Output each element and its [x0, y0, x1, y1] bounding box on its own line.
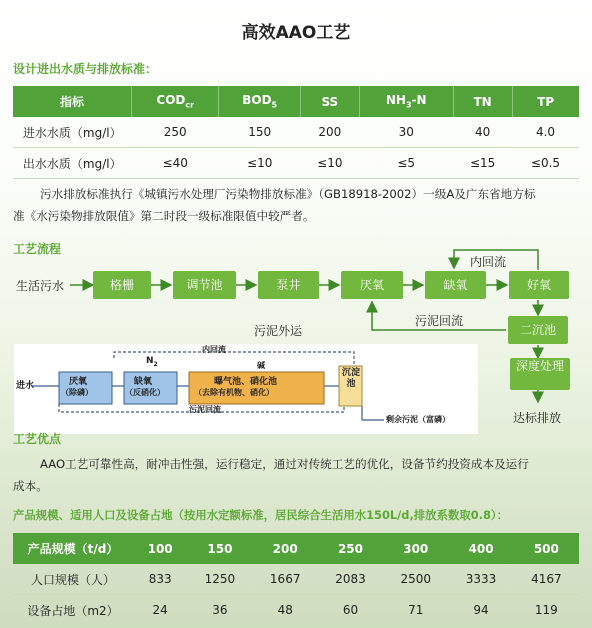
col-header: TP: [512, 86, 579, 117]
advantage-text-line2: 成本。: [13, 479, 48, 493]
table-cell: 2500: [383, 564, 448, 595]
table-cell: ≤10: [219, 148, 301, 179]
table-cell: 1667: [253, 564, 318, 595]
table-cell: 94: [448, 595, 513, 626]
flow-box-clarifier: 二沉池: [508, 316, 568, 344]
flow-box-deep-treatment: 深度处理: [510, 358, 570, 390]
diagram-inner-return: 内回流: [202, 345, 226, 354]
table-cell: ≤5: [359, 148, 453, 179]
section-advantages-heading: 工艺优点: [13, 432, 62, 446]
table-cell: 150: [219, 117, 301, 148]
diagram-inflow: 进水: [16, 381, 35, 391]
table-cell: 人口规模（人）: [13, 564, 133, 595]
flow-sludge-out-label: 污泥外运: [254, 324, 303, 338]
process-diagram: [14, 344, 478, 434]
scale-table: [13, 533, 579, 626]
table-cell: ≤0.5: [512, 148, 579, 179]
diagram-anaerobic-sub: （除磷）: [61, 388, 93, 397]
advantage-text-line1: AAO工艺可靠性高，耐冲击性强，运行稳定，通过对传统工艺的优化，设备节约投资成本及运行: [40, 457, 529, 471]
table-cell: 48: [253, 595, 318, 626]
col-header: 200: [253, 533, 318, 564]
table-cell: 4167: [514, 564, 579, 595]
table-header-row: [13, 86, 579, 117]
col-header: SS: [300, 86, 359, 117]
col-header-cod: $COD_{cr}$: [132, 86, 219, 117]
table-cell: 36: [187, 595, 252, 626]
col-header-bod: $BOD_5$: [219, 86, 301, 117]
col-header-nh3n: $NH_3-N$: [359, 86, 453, 117]
col-header: 150: [187, 533, 252, 564]
quality-table: [13, 86, 579, 179]
table-cell: 30: [359, 117, 453, 148]
diagram-anoxic-sub: （反硝化）: [125, 388, 165, 397]
table-cell: 3333: [448, 564, 513, 595]
col-header: TN: [453, 86, 512, 117]
diagram-alkali: 碱: [257, 361, 265, 370]
col-header: 400: [448, 533, 513, 564]
table-cell: ≤40: [132, 148, 219, 179]
table-cell: 24: [133, 595, 187, 626]
table-cell: 833: [133, 564, 187, 595]
table-cell: 200: [300, 117, 359, 148]
col-header: 产品规模（t/d）: [13, 533, 133, 564]
section-standards-heading: 设计进出水质与排放标准：: [13, 62, 158, 76]
table-cell: ≤10: [300, 148, 359, 179]
flow-box-anaerobic: 厌氧: [341, 271, 403, 299]
page-title: 高效AAO工艺: [241, 23, 351, 43]
table-header-row: [13, 533, 579, 564]
diagram-anoxic: 缺氧: [134, 377, 153, 387]
section-scale-heading: 产品规模、适用人口及设备占地（按用水定额标准，居民综合生活用水150L/d,排放系数取0.8）：: [13, 508, 509, 522]
table-cell: 250: [132, 117, 219, 148]
table-cell: 71: [383, 595, 448, 626]
section-flow-heading: 工艺流程: [13, 242, 62, 256]
table-row: [13, 117, 579, 148]
table-cell: 60: [318, 595, 383, 626]
table-cell: 1250: [187, 564, 252, 595]
table-cell: 设备占地（m2）: [13, 595, 133, 626]
diagram-sludge-return: 污泥回流: [189, 405, 221, 414]
col-header: 250: [318, 533, 383, 564]
flow-box-aerobic: 好氧: [509, 271, 569, 299]
diagram-n2: $N_2$: [146, 356, 158, 368]
table-cell: 2083: [318, 564, 383, 595]
table-row: [13, 148, 579, 179]
flow-box-anoxic: 缺氧: [425, 271, 486, 299]
diagram-aerobic-sub: （去除有机物、硝化）: [194, 388, 274, 397]
flow-input-label: 生活污水: [16, 279, 65, 293]
table-cell: ≤15: [453, 148, 512, 179]
flow-box-regulating-tank: 调节池: [173, 271, 236, 299]
table-cell: 进水水质（mg/l）: [13, 117, 132, 148]
col-header: 300: [383, 533, 448, 564]
flow-box-pump-well: 泵井: [258, 271, 319, 299]
standard-text-line1: 污水排放标准执行《城镇污水处理厂污染物排放标准》（GB18918-2002）一级A及广东省地方标: [40, 187, 536, 201]
col-header: 指标: [13, 86, 132, 117]
diagram-anaerobic: 厌氧: [69, 377, 88, 387]
table-cell: 出水水质（mg/l）: [13, 148, 132, 179]
diagram-aerobic: 曝气池、硝化池: [214, 377, 278, 387]
flow-inner-return-label: 内回流: [470, 255, 507, 269]
table-cell: 40: [453, 117, 512, 148]
col-header: 500: [514, 533, 579, 564]
standard-text-line2: 准《水污染物排放限值》第二时段一级标准限值中较严者。: [13, 209, 315, 223]
diagram-excess-sludge: 剩余污泥（富磷）: [386, 415, 450, 424]
table-row: [13, 564, 579, 595]
col-header: 100: [133, 533, 187, 564]
table-cell: 119: [514, 595, 579, 626]
flow-sludge-return-label: 污泥回流: [415, 314, 464, 328]
flow-discharge-label: 达标排放: [513, 411, 562, 425]
diagram-settle: 沉淀池: [342, 368, 361, 389]
table-row: [13, 595, 579, 626]
table-cell: 4.0: [512, 117, 579, 148]
flow-box-screen: 格栅: [93, 271, 151, 299]
